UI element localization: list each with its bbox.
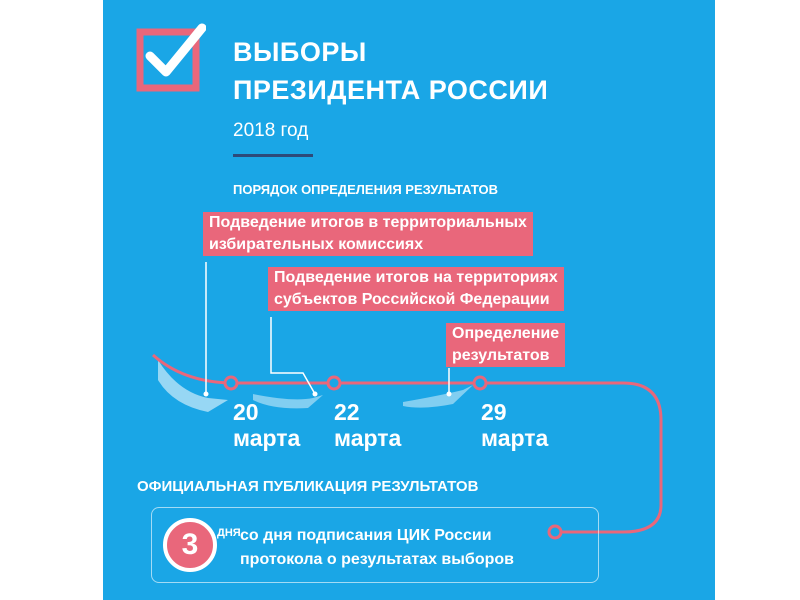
date-day: 20	[233, 399, 259, 425]
date-day: 29	[481, 399, 507, 425]
date-march-29	[481, 399, 548, 451]
publication-days-number: 3	[163, 518, 217, 572]
step-label-line: Подведение итогов в территориальных	[209, 214, 527, 231]
year-label: 2018 год	[233, 120, 309, 141]
publication-text-line: протокола о результатах выборов	[240, 551, 514, 568]
step-label-subjects	[268, 267, 564, 311]
step-label-line: Определение	[452, 325, 560, 342]
publication-text	[240, 524, 514, 572]
title-line-2: ПРЕЗИДЕНТА РОССИИ	[233, 75, 549, 105]
step-label-line: Подведение итогов на территориях	[274, 269, 558, 286]
title-line-1: ВЫБОРЫ	[233, 37, 367, 67]
results-procedure-heading: ПОРЯДОК ОПРЕДЕЛЕНИЯ РЕЗУЛЬТАТОВ	[233, 182, 498, 197]
infographic-panel	[103, 0, 715, 600]
timeline-node-20	[225, 377, 237, 389]
date-march-20	[233, 399, 300, 451]
date-march-22	[334, 399, 401, 451]
step-label-results	[446, 323, 565, 367]
date-month: марта	[334, 425, 402, 451]
date-month: марта	[481, 425, 549, 451]
date-day: 22	[334, 399, 360, 425]
step-label-line: субъектов Российской Федерации	[274, 291, 550, 308]
publication-text-line: со дня подписания ЦИК России	[240, 527, 492, 544]
step-label-line: результатов	[452, 347, 550, 364]
date-month: марта	[233, 425, 301, 451]
step-label-territorial	[203, 212, 533, 256]
publication-heading: ОФИЦИАЛЬНАЯ ПУБЛИКАЦИЯ РЕЗУЛЬТАТОВ	[137, 478, 479, 495]
timeline-node-29	[474, 377, 486, 389]
timeline-node-22	[328, 377, 340, 389]
step-label-line: избирательных комиссиях	[209, 236, 424, 253]
publication-days-unit: ДНЯ	[217, 527, 241, 539]
